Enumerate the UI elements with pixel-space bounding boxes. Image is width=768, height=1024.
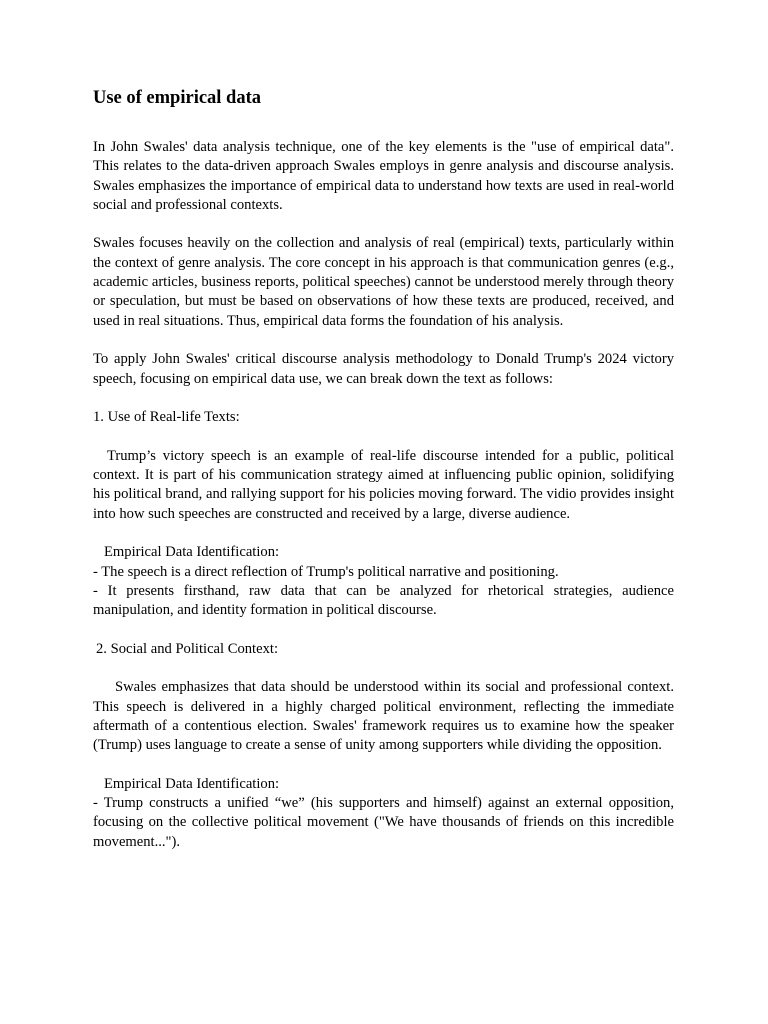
subsection-title-social-political: 2. Social and Political Context: xyxy=(96,640,278,657)
subsection-title-real-life-texts: 1. Use of Real-life Texts: xyxy=(93,409,240,426)
paragraph-real-life-texts: Trump’s victory speech is an example of real-life discourse intended for a public, political context. It is part of his communication strategy aimed at influencing public opinion, solidifying his political brand, and rallying support for his policies moving forward. The vidio provides insight into how such speeches are constructed and received by a large, diverse audience. xyxy=(93,447,674,522)
paragraph-apply: To apply John Swales' critical discourse analysis methodology to Donald Trump's 2024 victory speech, focusing on empirical data use, we can break down the text as follows: xyxy=(93,351,674,387)
bullet-2-1: - Trump constructs a unified “we” (his supporters and himself) against an external opposition, focusing on the collective political movement ("We have thousands of friends on this incredible movement..."). xyxy=(93,795,674,850)
paragraph-social-political: Swales emphasizes that data should be understood within its social and professional context. This speech is delivered in a highly charged political environment, reflecting the immediate aftermath of a contentious election. Swales' framework requires us to examine how the speaker (Trump) uses language to create a sense of unity among supporters while dividing the opposition. xyxy=(93,679,674,754)
bullet-1-1: - The speech is a direct reflection of Trump's political narrative and positioning. xyxy=(93,563,559,580)
bullet-1-2: - It presents firsthand, raw data that can be analyzed for rhetorical strategies, audience manipulation, and identity formation in political discourse. xyxy=(93,582,674,619)
paragraph-swales-focus: Swales focuses heavily on the collection and analysis of real (empirical) texts, particularly within the context of genre analysis. The core concept in his approach is that communication genres (e.g., academic articles, business reports, political speeches) cannot be understood merely through theory or speculation, but must be based on observations of how these texts are produced, received, and used in real situations. Thus, empirical data forms the foundation of his analysis. xyxy=(93,235,674,329)
empirical-data-label-2: Empirical Data Identification: xyxy=(104,775,280,792)
section-heading: Use of empirical data xyxy=(93,88,262,108)
empirical-data-label-1: Empirical Data Identification: xyxy=(104,544,280,561)
paragraph-intro: In John Swales' data analysis technique, one of the key elements is the "use of empirical data". This relates to the data-driven approach Swales employs in genre analysis and discourse analysis. Swales emphasizes the importance of empirical data to understand how texts are used in real-world social and professional contexts. xyxy=(93,139,674,213)
document-page xyxy=(93,86,674,852)
